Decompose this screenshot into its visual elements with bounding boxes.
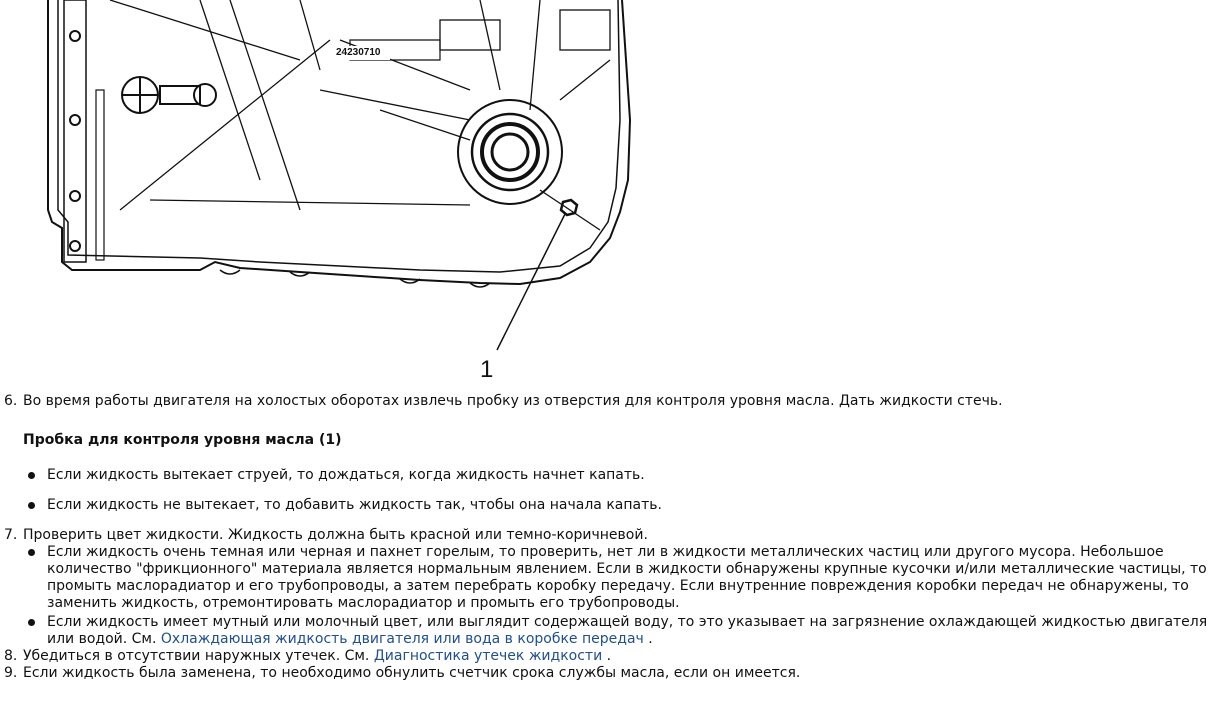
bullet-text: Если жидкость имеет мутный или молочный цвет, или выглядит содержащей воду, то это указывает на загрязнение охлаждающей жидкостью двигателя или водой. См. bbox=[47, 614, 1208, 647]
list-item bbox=[4, 614, 1226, 648]
transmission-diagram bbox=[0, 0, 680, 392]
coolant-in-transmission-link[interactable]: Охлаждающая жидкость двигателя или вода в коробке передач bbox=[160, 631, 644, 647]
leak-diagnosis-link[interactable]: Диагностика утечек жидкости bbox=[373, 648, 603, 664]
part-number-label: 24230710 bbox=[336, 47, 381, 58]
step-number: 7. bbox=[4, 527, 18, 543]
step-text: Убедиться в отсутствии наружных утечек. См. bbox=[23, 648, 370, 664]
step-8 bbox=[4, 648, 1226, 665]
step-7 bbox=[4, 527, 1226, 544]
step-text: Проверить цвет жидкости. Жидкость должна быть красной или темно-коричневой. bbox=[23, 527, 648, 543]
bullet-text: Если жидкость вытекает струей, то дождаться, когда жидкость начнет капать. bbox=[47, 467, 645, 483]
step-number: 8. bbox=[4, 648, 18, 664]
step-tail: . bbox=[602, 648, 612, 664]
callout-1: 1 bbox=[480, 356, 494, 383]
bullet-icon bbox=[28, 472, 35, 479]
bullet-tail: . bbox=[643, 631, 653, 647]
bullet-icon bbox=[28, 619, 35, 626]
step-6 bbox=[4, 393, 1226, 410]
step-text: Если жидкость была заменена, то необходимо обнулить счетчик срока службы масла, если он имеется. bbox=[23, 665, 801, 681]
bullet-icon bbox=[28, 502, 35, 509]
step-number: 9. bbox=[4, 665, 18, 681]
bullet-text: Если жидкость очень темная или черная и пахнет горелым, то проверить, нет ли в жидкости металлических частиц или другого мусора. Небольшое количество "фрикционного" материала является нормальным явлением. Если в жидкости обнаружены крупные кусочки и/или металлические частицы, то промыть маслорадиатор и его трубопроводы, а затем перебрать коробку передачу. Если внутренние повреждения коробки передач не обнаружены, то заменить жидкость, отремонтировать маслорадиатор и промыть его трубопроводы. bbox=[47, 544, 1207, 611]
list-item bbox=[4, 544, 1226, 612]
step-number: 6. bbox=[4, 393, 18, 409]
list-item bbox=[4, 467, 1226, 484]
subheading: Пробка для контроля уровня масла (1) bbox=[23, 432, 342, 448]
step-text: Во время работы двигателя на холостых оборотах извлечь пробку из отверстия для контроля уровня масла. Дать жидкости стечь. bbox=[23, 393, 1003, 409]
instructions bbox=[4, 393, 1226, 682]
list-item bbox=[4, 497, 1226, 514]
bullet-text: Если жидкость не вытекает, то добавить жидкость так, чтобы она начала капать. bbox=[47, 497, 662, 513]
step-9 bbox=[4, 665, 1226, 682]
bullet-icon bbox=[28, 549, 35, 556]
